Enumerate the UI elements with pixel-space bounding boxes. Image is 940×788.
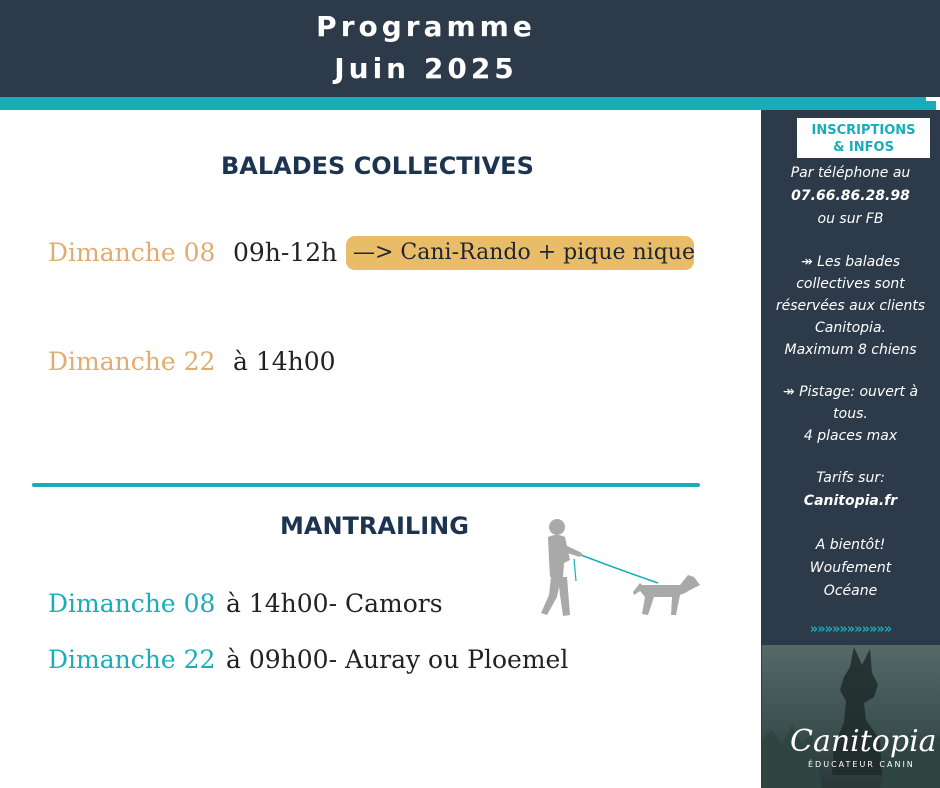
page-title: Programme [316, 10, 536, 43]
phone-label: Par téléphone au [790, 165, 911, 181]
tarifs-label: Tarifs sur: [816, 470, 885, 486]
info2-line-3: 4 places max [803, 428, 898, 444]
page-subtitle: Juin 2025 [334, 52, 518, 85]
section-divider [32, 483, 700, 487]
info1-line-1: ↠ Les balades [800, 254, 901, 270]
mantrailing-row-1-day: Dimanche 08 [48, 589, 216, 618]
header-accent-notch [926, 97, 940, 101]
balades-row-2-time: à 14h00 [233, 347, 336, 376]
phone-number: 07.66.86.28.98 [791, 188, 910, 204]
balades-row-1-time: 09h-12h [233, 238, 338, 267]
outro-line-1: A bientôt! [815, 537, 886, 553]
header-accent-band [0, 97, 936, 110]
info2-line-2: tous. [833, 406, 868, 422]
info1-line-2: collectives sont [796, 276, 905, 292]
info1-line-3: réservées aux clients [775, 298, 926, 314]
outro-line-3: Océane [823, 583, 878, 599]
info1-line-5: Maximum 8 chiens [784, 342, 917, 358]
balades-row-2-day: Dimanche 22 [48, 347, 216, 376]
walker-with-dog-icon [530, 515, 705, 620]
mantrailing-row-1-text: à 14h00- Camors [226, 589, 443, 618]
badge-line-2: & INFOS [833, 140, 894, 155]
logo-subtitle: ÉDUCATEUR CANIN [808, 760, 915, 769]
outro-line-2: Woufement [809, 560, 892, 576]
badge-line-1: INSCRIPTIONS [811, 123, 916, 138]
balades-row-1-note: —> Cani-Rando + pique nique [353, 240, 695, 265]
info2-line-1: ↠ Pistage: ouvert à [782, 384, 919, 400]
inscriptions-badge [797, 118, 930, 158]
logo-wordmark: Canitopia [790, 724, 937, 759]
chevron-divider: »»»»»»»»»»» [809, 622, 892, 637]
info1-line-4: Canitopia. [815, 320, 886, 336]
mantrailing-row-2-text: à 09h00- Auray ou Ploemel [226, 645, 569, 674]
fb-text: ou sur FB [817, 211, 884, 227]
mantrailing-title: MANTRAILING [280, 512, 469, 540]
balades-row-1-day: Dimanche 08 [48, 238, 216, 267]
balades-title: BALADES COLLECTIVES [221, 152, 534, 180]
mantrailing-row-2-day: Dimanche 22 [48, 645, 216, 674]
tarifs-website-link[interactable]: Canitopia.fr [803, 493, 898, 509]
